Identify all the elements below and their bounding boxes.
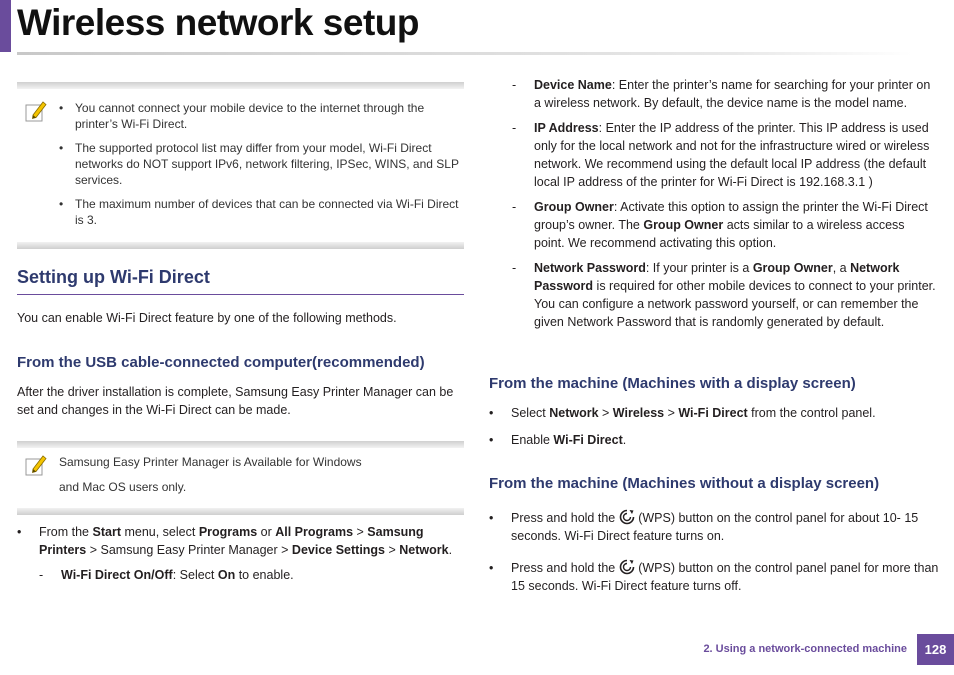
nodisplay-heading: From the machine (Machines without a display screen) — [489, 475, 880, 492]
options-list — [512, 76, 936, 338]
wps-button-icon — [619, 509, 635, 525]
usb-substeps-list — [39, 566, 459, 591]
list-item: • Select Network > Wireless > Wi-Fi Direct from the control panel. — [489, 404, 939, 422]
note-bottom-border — [17, 508, 464, 515]
list-item: - Wi-Fi Direct On/Off: Select On to enable. — [39, 566, 459, 584]
display-steps-list — [489, 404, 939, 449]
section-title-rule — [17, 294, 464, 295]
note-2-line-1: Samsung Easy Printer Manager is Available for Windows — [59, 455, 362, 469]
note-top-border — [17, 82, 464, 89]
list-item: • The supported protocol list may differ from your model, Wi-Fi Direct networks do NOT support IPv6, network filtering, IPSec, WINS, and SLP services. — [59, 140, 461, 188]
header-accent-bar — [0, 0, 11, 52]
list-item: • The maximum number of devices that can be connected via Wi-Fi Direct is 3. — [59, 196, 461, 228]
list-item: - Group Owner: Activate this option to assign the printer the Wi-Fi Direct group’s owner. The Group Owner acts similar to a wireless access point. We recommend activating this option. — [512, 198, 936, 252]
list-item: • From the Start menu, select Programs or All Programs > Samsung Printers > Samsung Easy Printer Manager > Device Settings > Network. — [17, 523, 464, 559]
list-item: - Network Password: If your printer is a Group Owner, a Network Password is required for other mobile devices to connect to your printer. You can configure a network password yourself, or can remember the given Network Password that is randomly generated by default. — [512, 259, 936, 331]
list-item: • Enable Wi-Fi Direct. — [489, 431, 939, 449]
note-top-border — [17, 441, 464, 448]
nodisplay-steps-list — [489, 509, 939, 595]
usb-heading: From the USB cable-connected computer(recommended) — [17, 354, 425, 371]
list-item: • Press and hold the (WPS) button on the control panel panel for more than 15 seconds. Wi-Fi Direct feature turns off. — [489, 559, 939, 595]
page-number: 128 — [917, 634, 954, 665]
section-intro: You can enable Wi-Fi Direct feature by one of the following methods. — [17, 311, 397, 325]
note-box-1 — [17, 82, 464, 249]
section-title: Setting up Wi-Fi Direct — [17, 267, 210, 287]
note-box-2 — [17, 441, 464, 515]
note-1-list — [59, 100, 461, 228]
note-bottom-border — [17, 242, 464, 249]
usb-text: After the driver installation is complete, Samsung Easy Printer Manager can be set and changes in the Wi-Fi Direct can be made. — [17, 385, 454, 417]
list-item: - IP Address: Enter the IP address of the printer. This IP address is used only for the local network and not for the infrastructure wired or wireless network. We recommend using the default local IP address (the default local IP address of the printer for Wi-Fi Direct is 192.168.3.1 ) — [512, 119, 936, 191]
note-2-line-2: and Mac OS users only. — [59, 480, 187, 494]
list-item: - Device Name: Enter the printer’s name for searching for your printer on a wireless network. By default, the device name is the model name. — [512, 76, 936, 112]
pencil-note-icon — [24, 99, 48, 123]
list-item: • Press and hold the (WPS) button on the control panel for about 10- 15 seconds. Wi-Fi Direct feature turns on. — [489, 509, 939, 545]
usb-steps-list — [17, 523, 464, 559]
pencil-note-icon — [24, 453, 48, 477]
title-underline — [17, 52, 912, 55]
display-heading: From the machine (Machines with a display screen) — [489, 375, 856, 392]
wps-button-icon — [619, 559, 635, 575]
page-title: Wireless network setup — [17, 2, 419, 43]
list-item: • You cannot connect your mobile device to the internet through the printer’s Wi-Fi Direct. — [59, 100, 461, 132]
footer-chapter: 2. Using a network-connected machine — [703, 643, 907, 655]
